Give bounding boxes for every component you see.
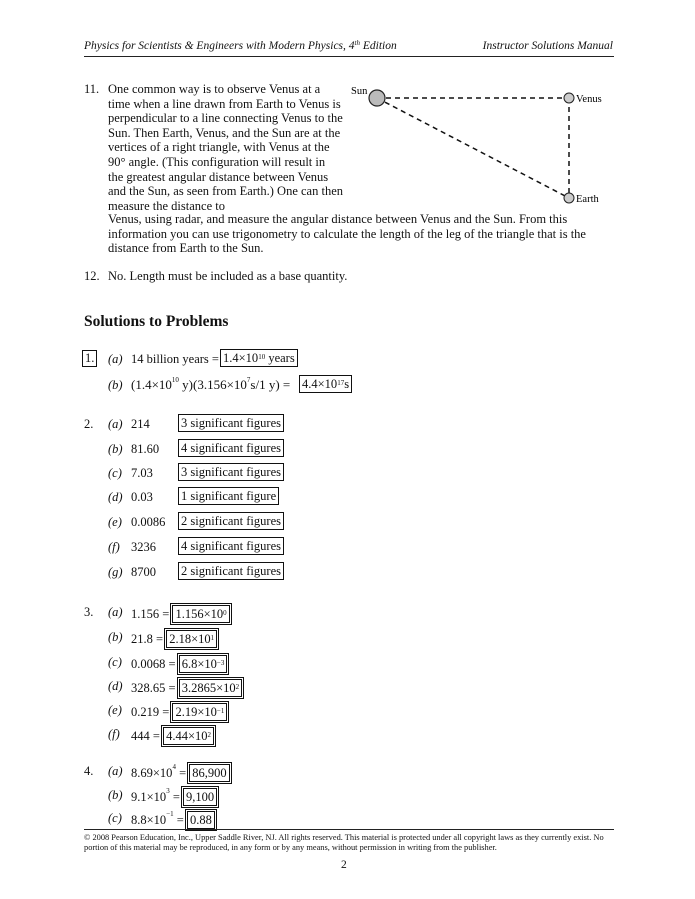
p2-item-label: (f) bbox=[108, 540, 120, 554]
p2-number: 2. bbox=[84, 417, 94, 431]
p2-item-answer bbox=[178, 414, 284, 432]
p3-item-row bbox=[131, 727, 214, 745]
p3-item-row bbox=[131, 630, 217, 648]
p4-item-label: (a) bbox=[108, 764, 123, 778]
p3-exponent: 1 bbox=[210, 634, 215, 642]
p2-item-value: 8700 bbox=[131, 565, 156, 579]
p3-item-answer bbox=[172, 703, 227, 721]
p4-exponent: −1 bbox=[166, 810, 174, 818]
p4-mantissa: 8.69×10 bbox=[131, 766, 173, 780]
p2-item-value: 0.03 bbox=[131, 490, 153, 504]
p2-item-label: (d) bbox=[108, 490, 123, 504]
p2-answer-text: 1 significant figure bbox=[178, 487, 279, 505]
p2-item-value: 214 bbox=[131, 417, 150, 431]
p2-item-label: (a) bbox=[108, 417, 123, 431]
running-header-left bbox=[84, 40, 397, 52]
p2-item-label: (g) bbox=[108, 565, 123, 579]
p3-item-value: 21.8 = bbox=[131, 632, 164, 646]
p3-item-label: (c) bbox=[108, 655, 122, 669]
p4-item-answer: 0.88 bbox=[187, 811, 215, 829]
p3-mantissa: 2.19×10 bbox=[175, 705, 217, 719]
q11-text-a: One common way is to observe Venus at a time when a line drawn from Earth to Venus is perpendicular to a line connecting Venus to the Sun. Then Earth, Venus, and the Sun are at the vertices of a right triangle, with Venus at the 90° angle. (This configuration will result in the greatest angular distance between Venus and the Sun, as seen from Earth.) One can then measure the distance to bbox=[108, 82, 343, 213]
p3-item-value: 0.0068 = bbox=[131, 657, 176, 671]
q12-text: No. Length must be included as a base quantity. bbox=[108, 269, 348, 283]
venus-circle bbox=[564, 93, 574, 103]
p2-item-label: (b) bbox=[108, 442, 123, 456]
p2-item-answer bbox=[178, 537, 284, 555]
p3-item-row bbox=[131, 679, 242, 697]
p1-number: 1. bbox=[82, 350, 97, 367]
p3-item-row bbox=[131, 605, 230, 623]
p2-item-value: 0.0086 bbox=[131, 515, 166, 529]
header-edition: Edition bbox=[360, 40, 397, 52]
p4-number: 4. bbox=[84, 764, 94, 778]
earth-label: Earth bbox=[576, 194, 599, 205]
p2-answer-text: 2 significant figures bbox=[178, 512, 284, 530]
venus-label: Venus bbox=[576, 94, 602, 105]
q12-number: 12. bbox=[84, 269, 100, 283]
p2-item-answer bbox=[178, 512, 284, 530]
header-title: Physics for Scientists & Engineers with Modern Physics, 4 bbox=[84, 40, 355, 52]
solutions-heading: Solutions to Problems bbox=[84, 313, 229, 330]
p2-answer-text: 3 significant figures bbox=[178, 414, 284, 432]
header-rule bbox=[84, 56, 614, 57]
running-header-right: Instructor Solutions Manual bbox=[482, 40, 613, 52]
p3-mantissa: 3.2865×10 bbox=[181, 681, 236, 695]
p3-item-answer bbox=[163, 727, 214, 745]
p3-item-answer bbox=[179, 655, 228, 673]
p3-number: 3. bbox=[84, 605, 94, 619]
p3-exponent: 0 bbox=[223, 609, 227, 617]
p4-mantissa: 9.1×10 bbox=[131, 790, 167, 804]
p4-exponent: 4 bbox=[172, 763, 176, 771]
footer-rule bbox=[84, 829, 614, 830]
p1b-part3: s/1 y) = bbox=[250, 377, 291, 392]
p2-item-label: (e) bbox=[108, 515, 122, 529]
sun-label: Sun bbox=[351, 86, 368, 97]
sun-circle bbox=[369, 90, 385, 106]
p3-item-value: 1.156 = bbox=[131, 607, 170, 621]
p3-item-value: 328.65 = bbox=[131, 681, 176, 695]
p3-item-label: (e) bbox=[108, 703, 122, 717]
p3-item-answer bbox=[166, 630, 217, 648]
p2-item-value: 81.60 bbox=[131, 442, 160, 456]
p3-item-label: (d) bbox=[108, 679, 123, 693]
p3-mantissa: 1.156×10 bbox=[175, 607, 224, 621]
p1b-part2: y)(3.156×10 bbox=[178, 377, 247, 392]
copyright-notice: © 2008 Pearson Education, Inc., Upper Saddle River, NJ. All rights reserved. This material is protected under all copyright laws as they currently exist. No portion of this material may be reproduced, in any form or by any means, without permission in writing from the publisher. bbox=[84, 833, 604, 853]
sun-earth-line bbox=[377, 98, 569, 198]
p3-item-answer bbox=[179, 679, 242, 697]
p4-item-row bbox=[131, 788, 217, 806]
earth-circle bbox=[564, 193, 574, 203]
p3-mantissa: 2.18×10 bbox=[169, 632, 211, 646]
p2-answer-text: 3 significant figures bbox=[178, 463, 284, 481]
p1b-unit: s bbox=[344, 377, 350, 391]
p3-item-label: (a) bbox=[108, 605, 123, 619]
p1a-mantissa: 1.4×10 bbox=[223, 351, 259, 365]
p2-item-value: 3236 bbox=[131, 540, 156, 554]
p1b-expression bbox=[131, 377, 290, 393]
p2-item-value: 7.03 bbox=[131, 466, 153, 480]
p2-item-answer bbox=[178, 463, 284, 481]
p3-exponent: 2 bbox=[235, 683, 240, 691]
p4-equals: = bbox=[175, 766, 187, 780]
p1b-answer-box bbox=[299, 375, 352, 393]
p2-item-label: (c) bbox=[108, 466, 122, 480]
p4-item-row bbox=[131, 764, 230, 782]
p3-item-value: 0.219 = bbox=[131, 705, 170, 719]
p4-item-row bbox=[131, 811, 215, 829]
p4-mantissa: 8.8×10 bbox=[131, 813, 167, 827]
p1a-exponent: 10 bbox=[258, 353, 266, 361]
p2-item-answer bbox=[178, 439, 284, 457]
p4-item-label: (c) bbox=[108, 811, 122, 825]
p4-exponent: 3 bbox=[166, 787, 170, 795]
p4-equals: = bbox=[169, 790, 180, 804]
p3-mantissa: 6.8×10 bbox=[181, 657, 217, 671]
p1b-exponent: 17 bbox=[337, 379, 345, 387]
p1b-exp1: 10 bbox=[171, 376, 179, 384]
p3-exponent: 2 bbox=[207, 731, 211, 739]
p2-answer-text: 4 significant figures bbox=[178, 439, 284, 457]
p1b-part1: (1.4×10 bbox=[131, 377, 172, 392]
p3-item-label: (b) bbox=[108, 630, 123, 644]
sun-venus-earth-diagram bbox=[345, 80, 615, 215]
p3-item-row bbox=[131, 655, 227, 673]
header-sup: th bbox=[354, 39, 360, 47]
p3-item-value: 444 = bbox=[131, 729, 160, 743]
p1b-exp2: 7 bbox=[246, 376, 251, 384]
p3-item-answer bbox=[172, 605, 229, 623]
p3-exponent: −1 bbox=[216, 707, 225, 715]
p2-answer-text: 4 significant figures bbox=[178, 537, 284, 555]
page-number: 2 bbox=[341, 859, 347, 871]
p2-answer-text: 2 significant figures bbox=[178, 562, 284, 580]
p4-item-answer: 86,900 bbox=[189, 764, 229, 782]
p1a-label: (a) bbox=[108, 352, 123, 366]
p3-mantissa: 4.44×10 bbox=[166, 729, 208, 743]
p3-item-row bbox=[131, 703, 227, 721]
p4-equals: = bbox=[173, 813, 184, 827]
p1a-expression: 14 billion years = bbox=[131, 352, 219, 366]
q11-number: 11. bbox=[84, 82, 100, 96]
p3-item-label: (f) bbox=[108, 727, 120, 741]
p1a-answer-box bbox=[220, 349, 298, 367]
p2-item-answer bbox=[178, 562, 284, 580]
p1b-mantissa: 4.4×10 bbox=[302, 377, 338, 391]
p1b-label: (b) bbox=[108, 378, 123, 392]
q11-text-b: Venus, using radar, and measure the angular distance between Venus and the Sun. From this information you can use trigonometry to calculate the length of the leg of the triangle that is the distance from Earth to the Sun. bbox=[108, 212, 586, 256]
p3-exponent: −3 bbox=[216, 659, 225, 667]
p4-item-label: (b) bbox=[108, 788, 123, 802]
p1a-unit: years bbox=[265, 351, 295, 365]
p4-item-answer: 9,100 bbox=[183, 788, 217, 806]
p2-item-answer bbox=[178, 487, 279, 505]
